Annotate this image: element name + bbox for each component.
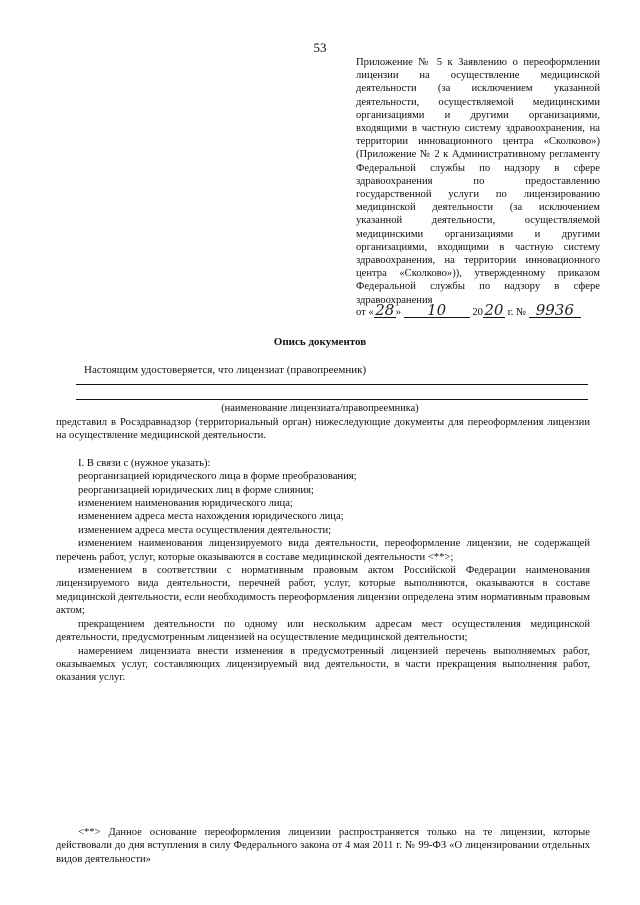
year-prefix: 20 (472, 307, 483, 318)
reason-item: прекращением деятельности по одному или нескольким адресам мест осуществления медицинской деятельности, предусмотренным лицензией на осуществление медицинской деятельности; (56, 618, 590, 644)
reason-item: изменением наименования юридического лица; (78, 498, 293, 510)
document-title: Опись документов (273, 336, 367, 348)
reason-item: реорганизацией юридических лиц в форме слияния; (78, 484, 314, 496)
page-number: 53 (313, 40, 327, 55)
reason-item: намерением лицензиата внести изменения в предусмотренный лицензией перечень выполняемых работ, оказываемых услуг, составляющих лицензируемый вид деятельности, в части прекращения выполнения работ, оказания услуг. (56, 645, 590, 684)
order-number: 9936 (529, 304, 581, 318)
section-1-heading: I. В связи с (нужное указать): (78, 457, 211, 469)
reason-item: изменением адреса места осуществления деятельности; (78, 524, 332, 536)
reason-item: реорганизацией юридического лица в форме преобразования; (78, 471, 357, 483)
date-year: 20 (484, 301, 504, 319)
footnote-text: <**> Данное основание переоформления лицензии распространяется только на те лицензии, которые действовали до дня вступления в силу Федерального закона от 4 мая 2011 г. № 99-ФЗ «О лицензировании отдельных видов деятельности» (56, 827, 590, 865)
reason-item: изменением наименования лицензируемого вида деятельности, переоформление лицензии, не содержащей перечень работ, услуг, которые оказываются в составе медицинской деятельности <**>; (56, 538, 590, 563)
licensee-caption: (наименование лицензиата/правопреемника) (221, 403, 419, 414)
licensee-name-line-1 (76, 384, 588, 385)
appendix-header: Приложение № 5 к Заявлению о переоформлении лицензии на осуществление медицинской деятельности (за исключением указанной деятельности, осуществляемой медицинскими организациями и другими организациями, входящими в частную систему здравоохранения, на территории инновационного центра «Сколково») (Приложение № 2 к Административному регламенту Федеральной службы по надзору в сфере здравоохранения по предоставлению государственной услуги по лицензированию медицинской деятельности (за исключением указанной деятельности, осуществляемой медицинскими организациями и другими организациями, входящими в частную систему здравоохранения, на территории инновационного центра «Сколково»)), утвержденному приказом Федеральной службы по надзору в сфере здравоохранения (356, 57, 600, 306)
document-body (56, 416, 590, 685)
date-mid: » (395, 307, 402, 318)
certify-text: Настоящим удостоверяется, что лицензиат (правопреемник) (84, 364, 367, 376)
date-prefix: от « (356, 307, 374, 318)
date-month: 10 (404, 304, 470, 318)
number-prefix: г. № (504, 307, 527, 318)
presented-paragraph: представил в Росздравнадзор (территориальный орган) нижеследующие документы для переоформления лицензии на осуществление медицинской деятельности. (56, 417, 590, 442)
date-day: 28 (375, 301, 395, 319)
reason-item: изменением адреса места нахождения юридического лица; (78, 511, 344, 523)
reason-item: изменением в соответствии с нормативным правовым актом Российской Федерации наименования лицензируемого вида деятельности, перечней работ, услуг, которые выполняются, оказываются в составе медицинской деятельности, если необходимость переоформления лицензии определена этим нормативным правовым актом; (56, 565, 590, 617)
footnote (56, 826, 590, 866)
appendix-date-line (356, 301, 600, 319)
licensee-name-line-2 (76, 399, 588, 400)
